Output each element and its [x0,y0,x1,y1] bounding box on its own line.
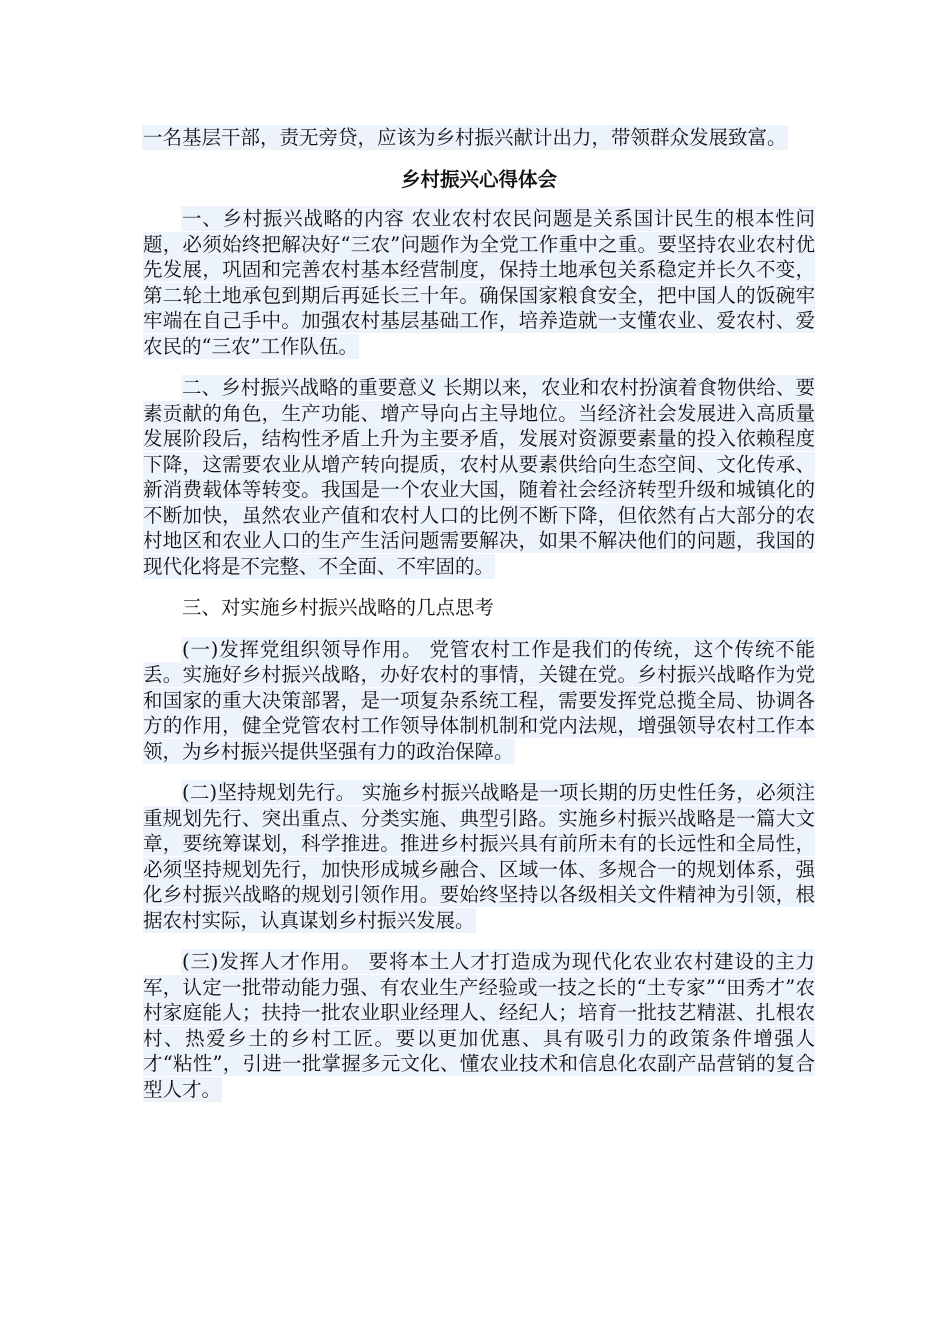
section-3-item-3 [143,949,815,1102]
paragraph-text: 一名基层干部，责无旁贷，应该为乡村振兴献计出力，带领群众发展致富。 [143,126,787,149]
document-title: 乡村振兴心得体会 [400,167,557,191]
paragraph-text: 二、乡村振兴战略的重要意义 长期以来，农业和农村扮演着食物供给、要素贡献的角色，生产功能、增产导向占主导地位。当经济社会发展进入高质量发展阶段后，结构性矛盾上升为主要矛盾，发展对资源要素量的投入依赖程度下降，这需要农业从增产转向提质，农村从要素供给向生态空间、文化传承、新消费载体等转变。我国是一个农业大国，随着社会经济转型升级和城镇化的不断加快，虽然农业产值和农村人口的比例不断下降，但依然有占大部分的农村地区和农业人口的生产生活问题需要解决，如果不解决他们的问题，我国的现代化将是不完整、不全面、不牢固的。 [143,376,815,578]
section-3-heading: 三、对实施乡村振兴战略的几点思考 [182,596,495,619]
paragraph-text: (三)发挥人才作用。 要将本土人才打造成为现代化农业农村建设的主力军，认定一批带动能力强、有农业生产经验或一技之长的“土专家”“田秀才”农村家庭能人；扶持一批农业职业经理人、经纪人；培育一批技艺精湛、扎根农村、热爱乡土的乡村工匠。要以更加优惠、具有吸引力的政策条件增强人才“粘性”，引进一批掌握多元文化、懂农业技术和信息化农副产品营销的复合型人才。 [143,950,815,1101]
section-3-item-2 [143,780,815,933]
continuation-paragraph [143,125,815,151]
paragraph-text: (一)发挥党组织领导作用。 党管农村工作是我们的传统，这个传统不能丢。实施好乡村振兴战略，办好农村的事情，关键在党。乡村振兴战略作为党和国家的重大决策部署，是一项复杂系统工程，需要发挥党总揽全局、协调各方的作用，健全党管农村工作领导体制机制和党内法规，增强领导农村工作本领，为乡村振兴提供坚强有力的政治保障。 [143,637,815,763]
document-body [143,125,815,1118]
paragraph-text: (二)坚持规划先行。 实施乡村振兴战略是一项长期的历史性任务，必须注重规划先行、突出重点、分类实施、典型引路。实施乡村振兴战略是一篇大文章，要统筹谋划，科学推进。推进乡村振兴具有前所未有的长远性和全局性，必须坚持规划先行，加快形成城乡融合、区域一体、多规合一的规划体系，强化乡村振兴战略的规划引领作用。要始终坚持以各级相关文件精神为引领，根据农村实际，认真谋划乡村振兴发展。 [143,781,815,932]
section-1-paragraph [143,206,815,359]
section-3-item-1 [143,637,815,765]
paragraph-text: 一、乡村振兴战略的内容 农业农村农民问题是关系国计民生的根本性问题，必须始终把解决好“三农”问题作为全党工作重中之重。要坚持农业农村优先发展，巩固和完善农村基本经营制度，保持土地承包关系稳定并长久不变，第二轮土地承包到期后再延长三十年。确保国家粮食安全，把中国人的饭碗牢牢端在自己手中。加强农村基层基础工作，培养造就一支懂农业、爱农村、爱农民的“三农”工作队伍。 [143,207,815,358]
section-2-paragraph [143,375,815,579]
